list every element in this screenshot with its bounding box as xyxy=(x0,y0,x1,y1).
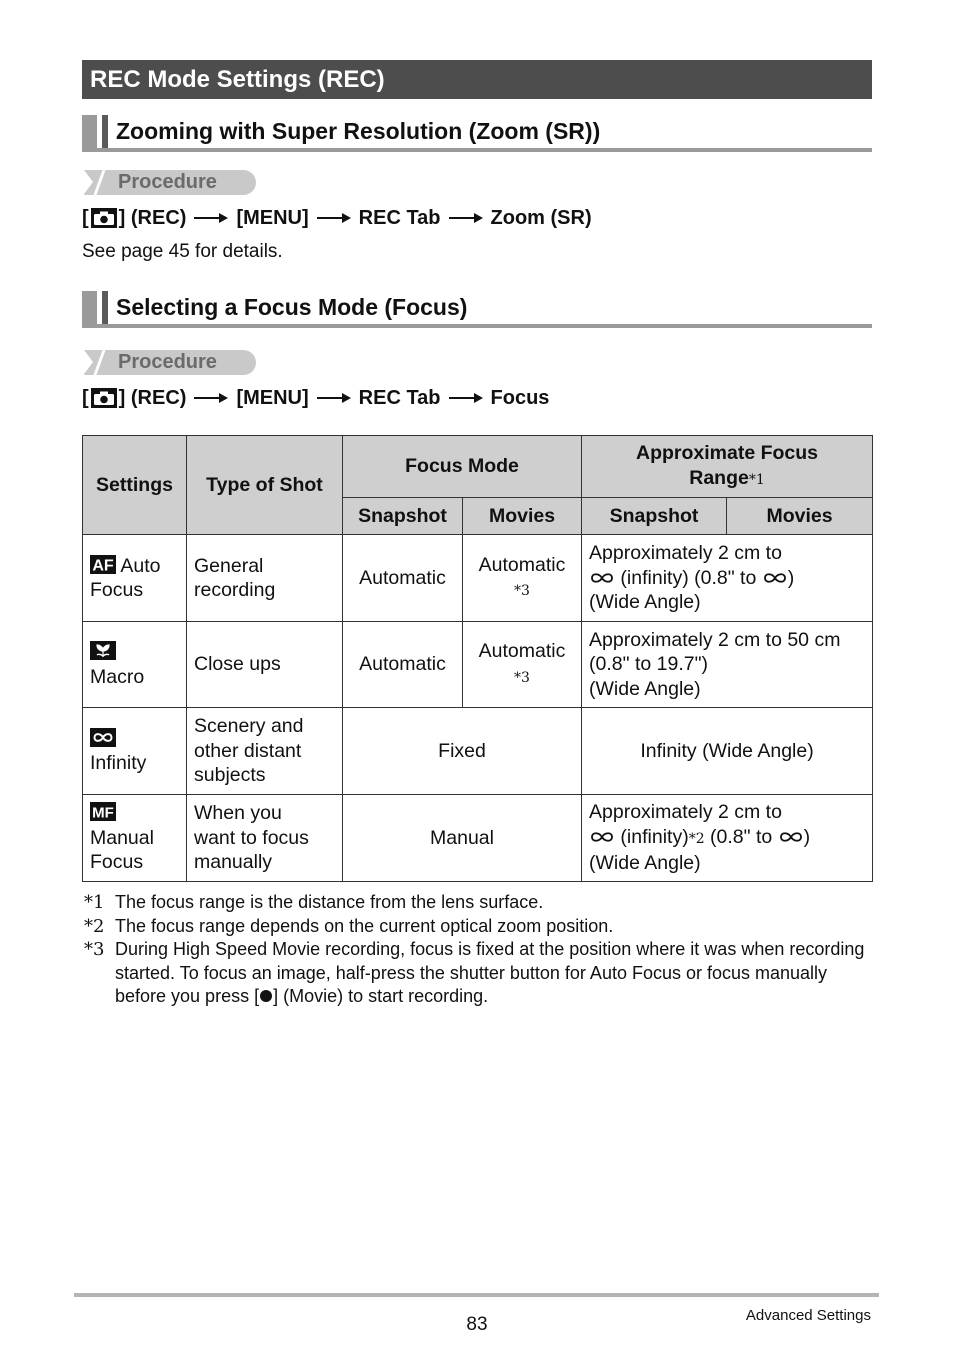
camera-icon xyxy=(91,208,117,228)
procedure-label: Procedure xyxy=(118,351,217,373)
page-title: REC Mode Settings (REC) xyxy=(90,66,385,93)
arrow-right-icon xyxy=(194,213,228,223)
type-cell: Scenery and other distant subjects xyxy=(187,708,343,795)
setting-cell: AF Auto Focus xyxy=(83,535,187,622)
infinity-icon xyxy=(589,830,615,844)
heading-bar xyxy=(102,291,108,324)
heading-bar xyxy=(82,115,97,148)
menu-step: [MENU] xyxy=(236,207,309,229)
snapshot-focus-cell: Automatic xyxy=(343,622,463,708)
type-cell: Close ups xyxy=(187,622,343,708)
setting-cell: MF Manual Focus xyxy=(83,795,187,882)
header-focus-movies: Movies xyxy=(463,498,582,535)
movies-focus-cell: Automatic *3 xyxy=(463,535,582,622)
rec-tab-step: REC Tab xyxy=(358,387,441,409)
snapshot-focus-cell: Automatic xyxy=(343,535,463,622)
footer-rule xyxy=(74,1293,879,1297)
footnote-mark: *2 xyxy=(688,830,705,847)
table-row xyxy=(83,708,873,795)
footer-section-label: Advanced Settings xyxy=(745,1307,871,1324)
table-row xyxy=(83,622,873,708)
arrow-right-icon xyxy=(317,393,351,403)
footnotes xyxy=(84,891,874,1009)
rec-label: ] (REC) xyxy=(118,387,187,409)
header-focus-snapshot: Snapshot xyxy=(343,498,463,535)
rec-label: ] (REC) xyxy=(118,207,187,229)
infinity-mode-icon xyxy=(90,728,116,747)
page-header xyxy=(82,60,872,99)
focus-step: Focus xyxy=(490,387,550,409)
focus-mode-table xyxy=(82,435,873,882)
arrow-right-icon xyxy=(449,393,483,403)
range-cell: Approximately 2 cm to 50 cm (0.8" to 19.7") (Wide Angle) xyxy=(582,622,873,708)
heading-bar xyxy=(102,115,108,148)
section-heading-zoom-sr xyxy=(82,115,872,152)
header-type-of-shot: Type of Shot xyxy=(187,436,343,535)
procedure-badge xyxy=(84,170,256,195)
zoom-sr-step: Zoom (SR) xyxy=(490,207,592,229)
footnote-2: *2 The focus range depends on the current optical zoom position. xyxy=(84,915,614,937)
range-cell: Approximately 2 cm to (infinity) (0.8" to ) (Wide Angle) xyxy=(582,535,873,622)
af-icon xyxy=(90,555,116,574)
camera-icon xyxy=(91,388,117,408)
arrow-right-icon xyxy=(317,213,351,223)
infinity-icon xyxy=(778,830,804,844)
bracket-open: [ xyxy=(82,207,89,229)
type-cell: When you want to focus manually xyxy=(187,795,343,882)
movies-focus-cell: Automatic *3 xyxy=(463,622,582,708)
svg-text:MF: MF xyxy=(92,804,114,822)
bracket-open: [ xyxy=(82,387,89,409)
header-focus-range: Approximate Focus Range*1 xyxy=(582,436,873,498)
page-number: 83 xyxy=(466,1314,488,1335)
range-cell: Approximately 2 cm to (infinity)*2 (0.8" to ) (Wide Angle) xyxy=(582,795,873,882)
setting-cell: Macro xyxy=(83,622,187,708)
header-focus-mode: Focus Mode xyxy=(343,436,582,498)
movie-record-icon xyxy=(260,990,272,1002)
procedure-label: Procedure xyxy=(118,171,217,193)
footnote-mark: *3 xyxy=(514,669,530,686)
procedure-path xyxy=(82,385,549,411)
footnote-1: *1 The focus range is the distance from the lens surface. xyxy=(84,892,544,913)
footnote-mark: *1 xyxy=(748,471,765,488)
svg-text:AF: AF xyxy=(92,557,114,574)
focus-mode-cell: Fixed xyxy=(343,708,582,795)
table-row xyxy=(83,795,873,882)
mf-icon xyxy=(90,802,116,821)
menu-step: [MENU] xyxy=(236,387,309,409)
procedure-badge xyxy=(84,350,256,375)
header-range-snapshot: Snapshot xyxy=(582,498,727,535)
setting-cell: Infinity xyxy=(83,708,187,795)
table-row xyxy=(83,535,873,622)
procedure-path xyxy=(82,205,592,231)
infinity-icon xyxy=(762,571,788,585)
see-page-note: See page 45 for details. xyxy=(82,241,283,262)
header-settings: Settings xyxy=(83,436,187,535)
macro-icon xyxy=(90,641,116,660)
section-title: Selecting a Focus Mode (Focus) xyxy=(116,294,468,320)
heading-bar xyxy=(82,291,97,324)
footnote-3: *3 During High Speed Movie recording, focus is fixed at the position where it was when recording started. To focus an image, half-press the shutter button for Auto Focus or focus manually before you press [ ] (Movie) to start recording. xyxy=(84,939,865,1006)
rec-tab-step: REC Tab xyxy=(358,207,441,229)
infinity-icon xyxy=(589,571,615,585)
header-range-movies: Movies xyxy=(727,498,873,535)
focus-mode-cell: Manual xyxy=(343,795,582,882)
arrow-right-icon xyxy=(449,213,483,223)
footnote-mark: *3 xyxy=(514,583,530,599)
table-header-row xyxy=(83,436,873,498)
arrow-right-icon xyxy=(194,393,228,403)
type-cell: General recording xyxy=(187,535,343,622)
section-title: Zooming with Super Resolution (Zoom (SR)) xyxy=(116,118,601,144)
range-cell: Infinity (Wide Angle) xyxy=(582,708,873,795)
section-heading-focus xyxy=(82,291,872,328)
